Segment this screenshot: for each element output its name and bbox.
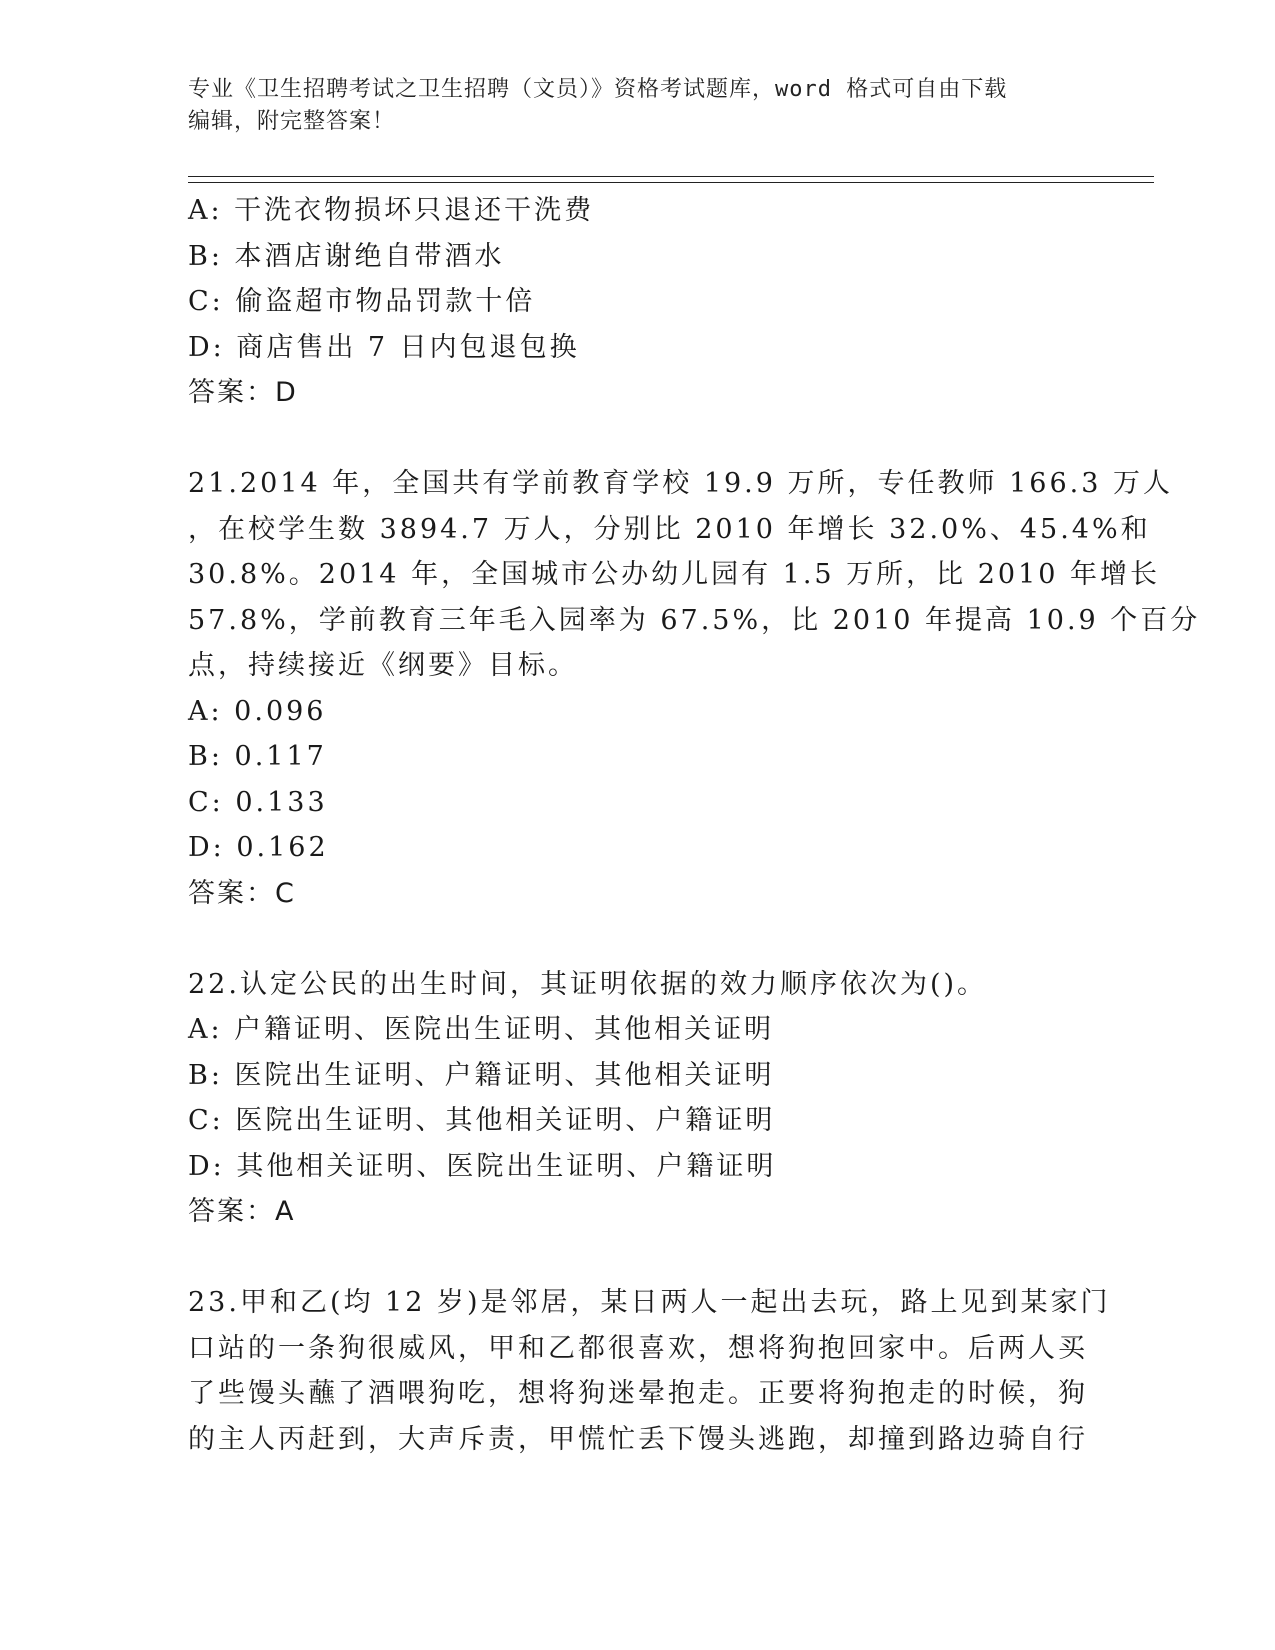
answer: 答案：D — [188, 377, 298, 408]
spacer — [188, 416, 1068, 462]
question-text: 30.8%。2014 年，全国城市公办幼儿园有 1.5 万所，比 2010 年增长 — [188, 559, 1161, 590]
question-20 — [188, 188, 1068, 416]
option-c: C: 偷盗超市物品罚款十倍 — [188, 286, 536, 317]
spacer — [188, 916, 1068, 962]
question-text: 点，持续接近《纲要》目标。 — [188, 650, 578, 681]
option-d: D: 0.162 — [188, 832, 329, 863]
question-22 — [188, 962, 1068, 1235]
header-line-1: 专业《卫生招聘考试之卫生招聘（文员）》资格考试题库，word 格式可自由下载 — [188, 77, 1008, 102]
option-a: A: 干洗衣物损坏只退还干洗费 — [188, 195, 595, 226]
option-a: A: 0.096 — [188, 695, 327, 727]
question-text: 22.认定公民的出生时间，其证明依据的效力顺序依次为()。 — [188, 968, 988, 1000]
question-text: 21.2014 年，全国共有学前教育学校 19.9 万所，专任教师 166.3 万人 — [188, 468, 1173, 499]
question-23 — [188, 1280, 1111, 1462]
question-text: 57.8%，学前教育三年毛入园率为 67.5%，比 2010 年提高 10.9 个百分 — [188, 604, 1201, 636]
header-line-2: 编辑，附完整答案！ — [188, 109, 396, 134]
document-header — [188, 74, 1068, 138]
question-21 — [188, 461, 1201, 916]
option-b: B: 本酒店谢绝自带酒水 — [188, 240, 505, 272]
question-text: 口站的一条狗很威风，甲和乙都很喜欢，想将狗抱回家中。后两人买 — [188, 1332, 1088, 1364]
question-text: 了些馒头蘸了酒喂狗吃，想将狗迷晕抱走。正要将狗抱走的时候，狗 — [188, 1378, 1088, 1409]
answer: 答案：C — [188, 877, 296, 909]
answer: 答案：A — [188, 1196, 296, 1227]
question-text: 的主人丙赶到，大声斥责，甲慌忙丢下馒头逃跑，却撞到路边骑自行 — [188, 1423, 1088, 1455]
option-b: B: 医院出生证明、户籍证明、其他相关证明 — [188, 1059, 775, 1091]
option-c: C: 0.133 — [188, 786, 328, 818]
question-text: ，在校学生数 3894.7 万人，分别比 2010 年增长 32.0%、45.4%和 — [188, 513, 1151, 545]
option-b: B: 0.117 — [188, 741, 327, 772]
spacer — [188, 1235, 1068, 1281]
option-a: A: 户籍证明、医院出生证明、其他相关证明 — [188, 1014, 775, 1045]
header-rule-top — [188, 176, 1154, 177]
option-d: D: 商店售出 7 日内包退包换 — [188, 331, 580, 363]
option-d: D: 其他相关证明、医院出生证明、户籍证明 — [188, 1150, 777, 1182]
question-text: 23.甲和乙(均 12 岁)是邻居，某日两人一起出去玩，路上见到某家门 — [188, 1287, 1111, 1318]
header-rule-bottom — [188, 182, 1154, 183]
option-c: C: 医院出生证明、其他相关证明、户籍证明 — [188, 1105, 776, 1136]
document-body — [188, 188, 1201, 1462]
